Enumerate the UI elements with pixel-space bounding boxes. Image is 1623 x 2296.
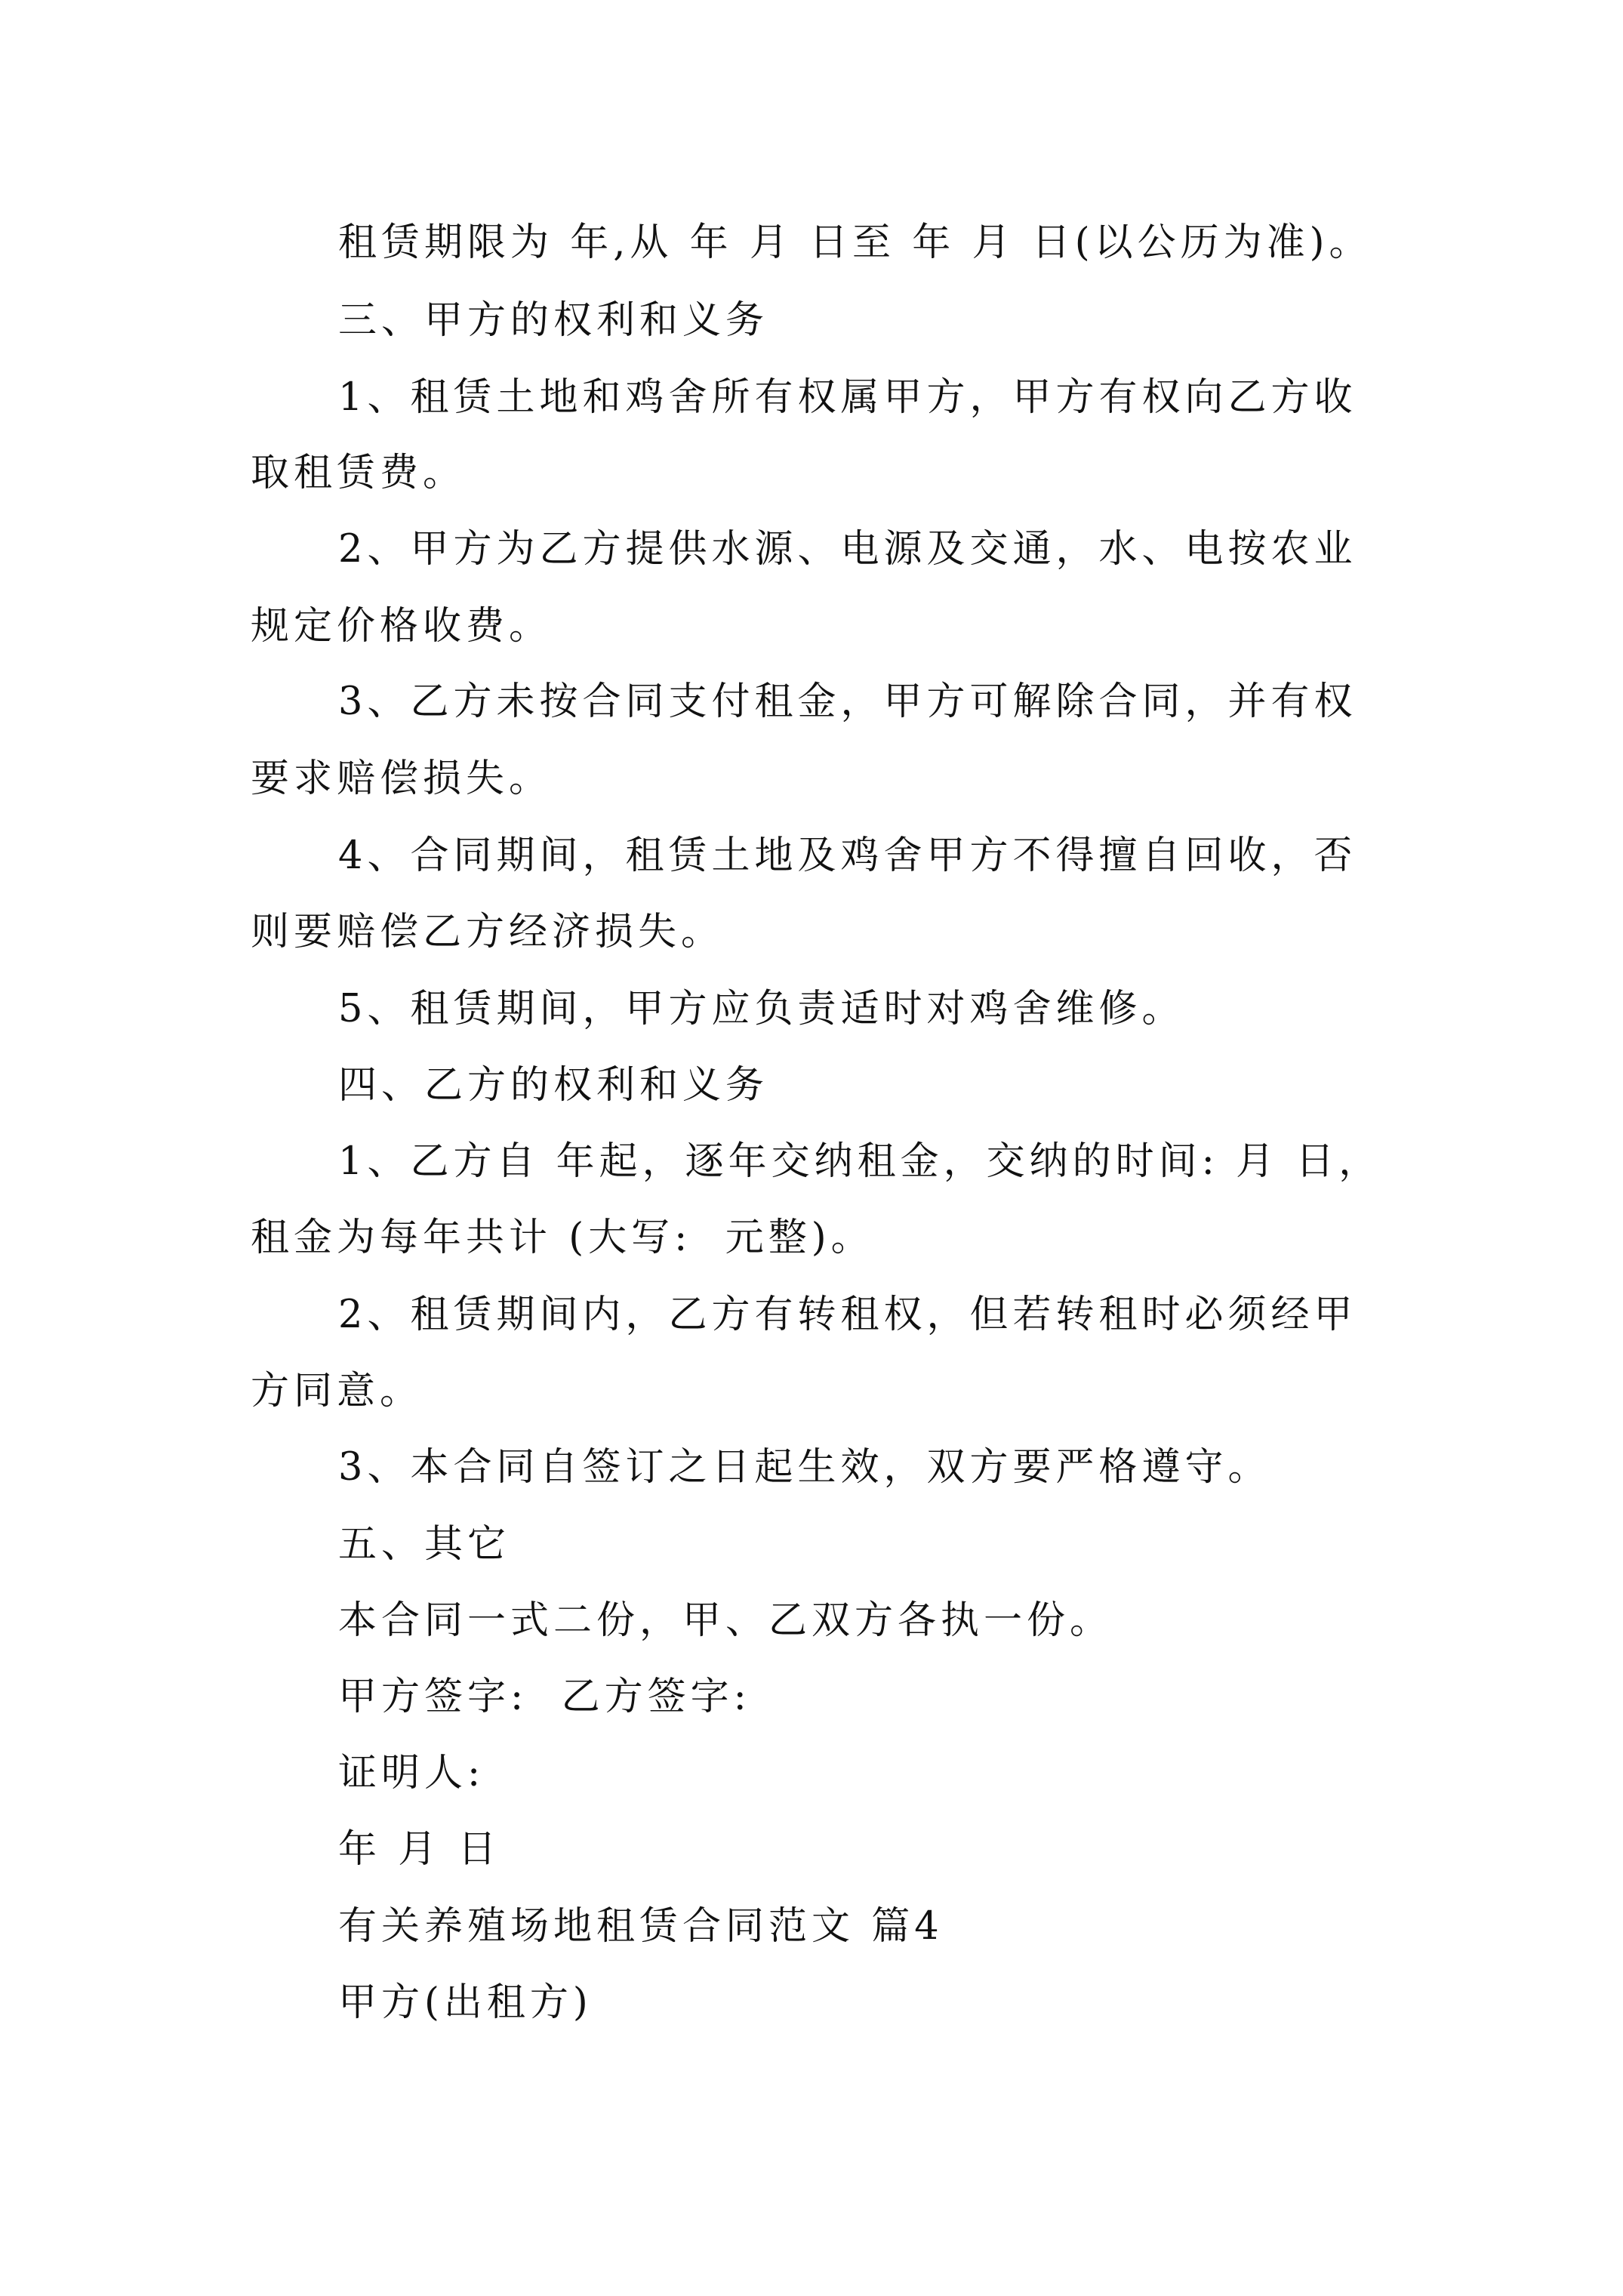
- party-a-line: 甲方(出租方): [338, 1980, 593, 2025]
- clause-4-2-line-1: 2、租赁期间内，乙方有转租权，但若转租时必须经甲: [338, 1293, 1357, 1337]
- clause-4-1-line-2: 租金为每年共计 (大写: 元整)。: [251, 1216, 874, 1260]
- next-article-title: 有关养殖场地租赁合同范文 篇4: [338, 1904, 944, 1949]
- clause-3-5: 5、租赁期间，甲方应负责适时对鸡舍维修。: [338, 987, 1185, 1031]
- section-five-heading: 五、其它: [338, 1522, 511, 1567]
- witness-line: 证明人:: [338, 1751, 485, 1795]
- clause-3-3-line-1: 3、乙方未按合同支付租金，甲方可解除合同，并有权: [338, 680, 1357, 724]
- clause-3-1-line-1: 1、租赁土地和鸡舍所有权属甲方，甲方有权向乙方收: [338, 375, 1357, 420]
- clause-3-3-line-2: 要求赔偿损失。: [251, 757, 553, 801]
- date-line: 年 月 日: [338, 1827, 501, 1872]
- lease-term-line: 租赁期限为 年,从 年 月 日至 年 月 日(以公历为准)。: [338, 220, 1372, 265]
- copies-clause: 本合同一式二份，甲、乙双方各执一份。: [338, 1598, 1113, 1643]
- clause-3-1-line-2: 取租赁费。: [251, 451, 467, 495]
- clause-4-3: 3、本合同自签订之日起生效，双方要严格遵守。: [338, 1445, 1271, 1490]
- clause-4-2-line-2: 方同意。: [251, 1369, 423, 1413]
- section-three-heading: 三、甲方的权利和义务: [338, 298, 769, 343]
- clause-3-2-line-1: 2、甲方为乙方提供水源、电源及交通，水、电按农业: [338, 527, 1357, 572]
- clause-4-1-line-1: 1、乙方自 年起，逐年交纳租金，交纳的时间: 月 日，: [338, 1139, 1382, 1184]
- signature-line: 甲方签字: 乙方签字:: [338, 1675, 751, 1719]
- clause-3-4-line-1: 4、合同期间，租赁土地及鸡舍甲方不得擅自回收，否: [338, 834, 1357, 878]
- section-four-heading: 四、乙方的权利和义务: [338, 1063, 769, 1108]
- clause-3-2-line-2: 规定价格收费。: [251, 604, 553, 649]
- clause-3-4-line-2: 则要赔偿乙方经济损失。: [251, 910, 725, 954]
